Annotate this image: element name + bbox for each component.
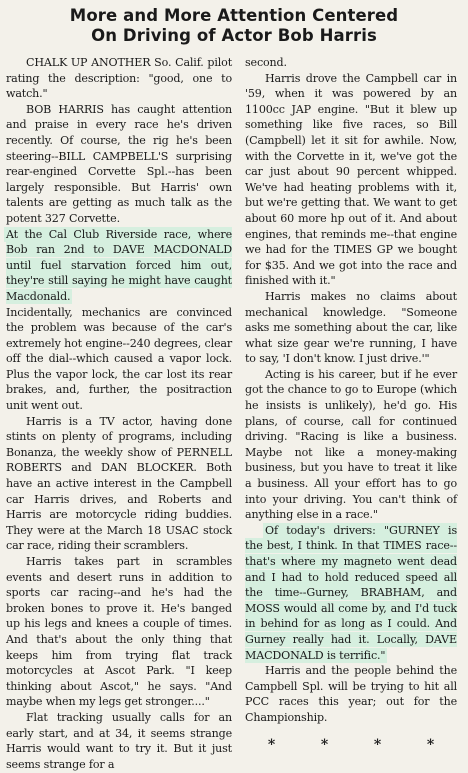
paragraph: Flat tracking usually calls for an early start, and at 34, it seems strange Harris would want to try it. But it just seems strange for a [6,710,232,771]
paragraph: Harris and the people behind the Campbell Spl. will be trying to hit all PCC races this year; out for the Championship. [245,664,457,724]
highlight-riverside-race: At the Cal Club Riverside race, where Bob ran 2nd to DAVE MACDONALD until fuel starvation forced him out, they're still saying he might have caught Macdonald. [6,227,232,303]
highlighted-paragraph [6,227,232,305]
paragraph: Acting is his career, but if he ever got the chance to go to Europe (which he insists is unlikely), he'd go. His plans, of course, call for continued driving. "Racing is like a business. Maybe not like a money-making business, but you have to treat it like a business. All your effort has to go into your driving. You can't think of anything else in a race." [245,367,457,522]
end-mark: * [373,737,382,753]
right-column [245,55,457,726]
paragraph: Harris is a TV actor, having done stints on plenty of programs, including Bonanza, the weekly show of PERNELL ROBERTS and DAN BLOCKER. Both have an active interest in the Campbell car Harris drives, and Roberts and Harris are motorcycle riding buddies. They were at the March 18 USAC stock car race, riding their scramblers. [6,414,232,553]
end-mark: * [426,737,435,753]
headline-line-2: On Driving of Actor Bob Harris [91,26,377,45]
paragraph: Harris makes no claims about mechanical knowledge. "Someone asks me something about the car, like what size gear we're running, I have to say, 'I don't know. I just drive.'" [245,289,457,366]
paragraph: Incidentally, mechanics are convinced the problem was because of the car's extremely hot engine--240 degrees, clear off the dial--which caused a vapor lock. Plus the vapor lock, the car lost its rear brakes, and, further, the positraction unit went out. [6,305,232,413]
paragraph: Harris takes part in scrambles events and desert runs in addition to sports car racing--and he's had the broken bones to prove it. He's banged up his legs and knees a couple of times. And that's about the only thing that keeps him from trying flat track motorcycles at Ascot Park. "I keep thinking about Ascot," he says. "And maybe when my legs get stronger...." [6,555,232,709]
paragraph: CHALK UP ANOTHER So. Calif. pilot rating the description: "good, one to watch." [6,56,232,101]
highlighted-paragraph [245,523,457,663]
left-column [6,55,232,772]
highlight-todays-drivers: Of today's drivers: "GURNEY is the best, I think. In that TIMES race--that's where my magneto went dead and I had to hold reduced speed all the time--Gurney, BRABHAM, and MOSS would all come by, and I'd tuck in behind for as long as I could. And Gurney really had it. Locally, DAVE MACDONALD is terrific." [245,523,457,662]
article-headline [0,6,468,46]
end-mark: * [320,737,329,753]
end-mark: * [267,737,276,753]
paragraph: BOB HARRIS has caught attention and praise in every race he's driven recently. Of course, the rig he's been steering--BILL CAMPBELL'S surprising rear-engined Corvette Spl.--has been largely responsible. But Harris' own talents are getting as much talk as the potent 327 Corvette. [6,102,232,225]
end-marks [245,737,457,753]
paragraph: second. [245,56,287,69]
paragraph: Harris drove the Campbell car in '59, when it was powered by an 1100cc JAP engine. "But it blew up something like five races, so Bill (Campbell) let it sit for awhile. Now, with the Corvette in it, we've got the car just about 90 percent whipped. We've had heating problems with it, but we're getting that. We want to get about 60 more hp out of it. And about engines, that reminds me--that engine we had for the TIMES GP we bought for $35. And we got into the race and finished with it." [245,71,457,288]
headline-line-1: More and More Attention Centered [69,6,399,25]
